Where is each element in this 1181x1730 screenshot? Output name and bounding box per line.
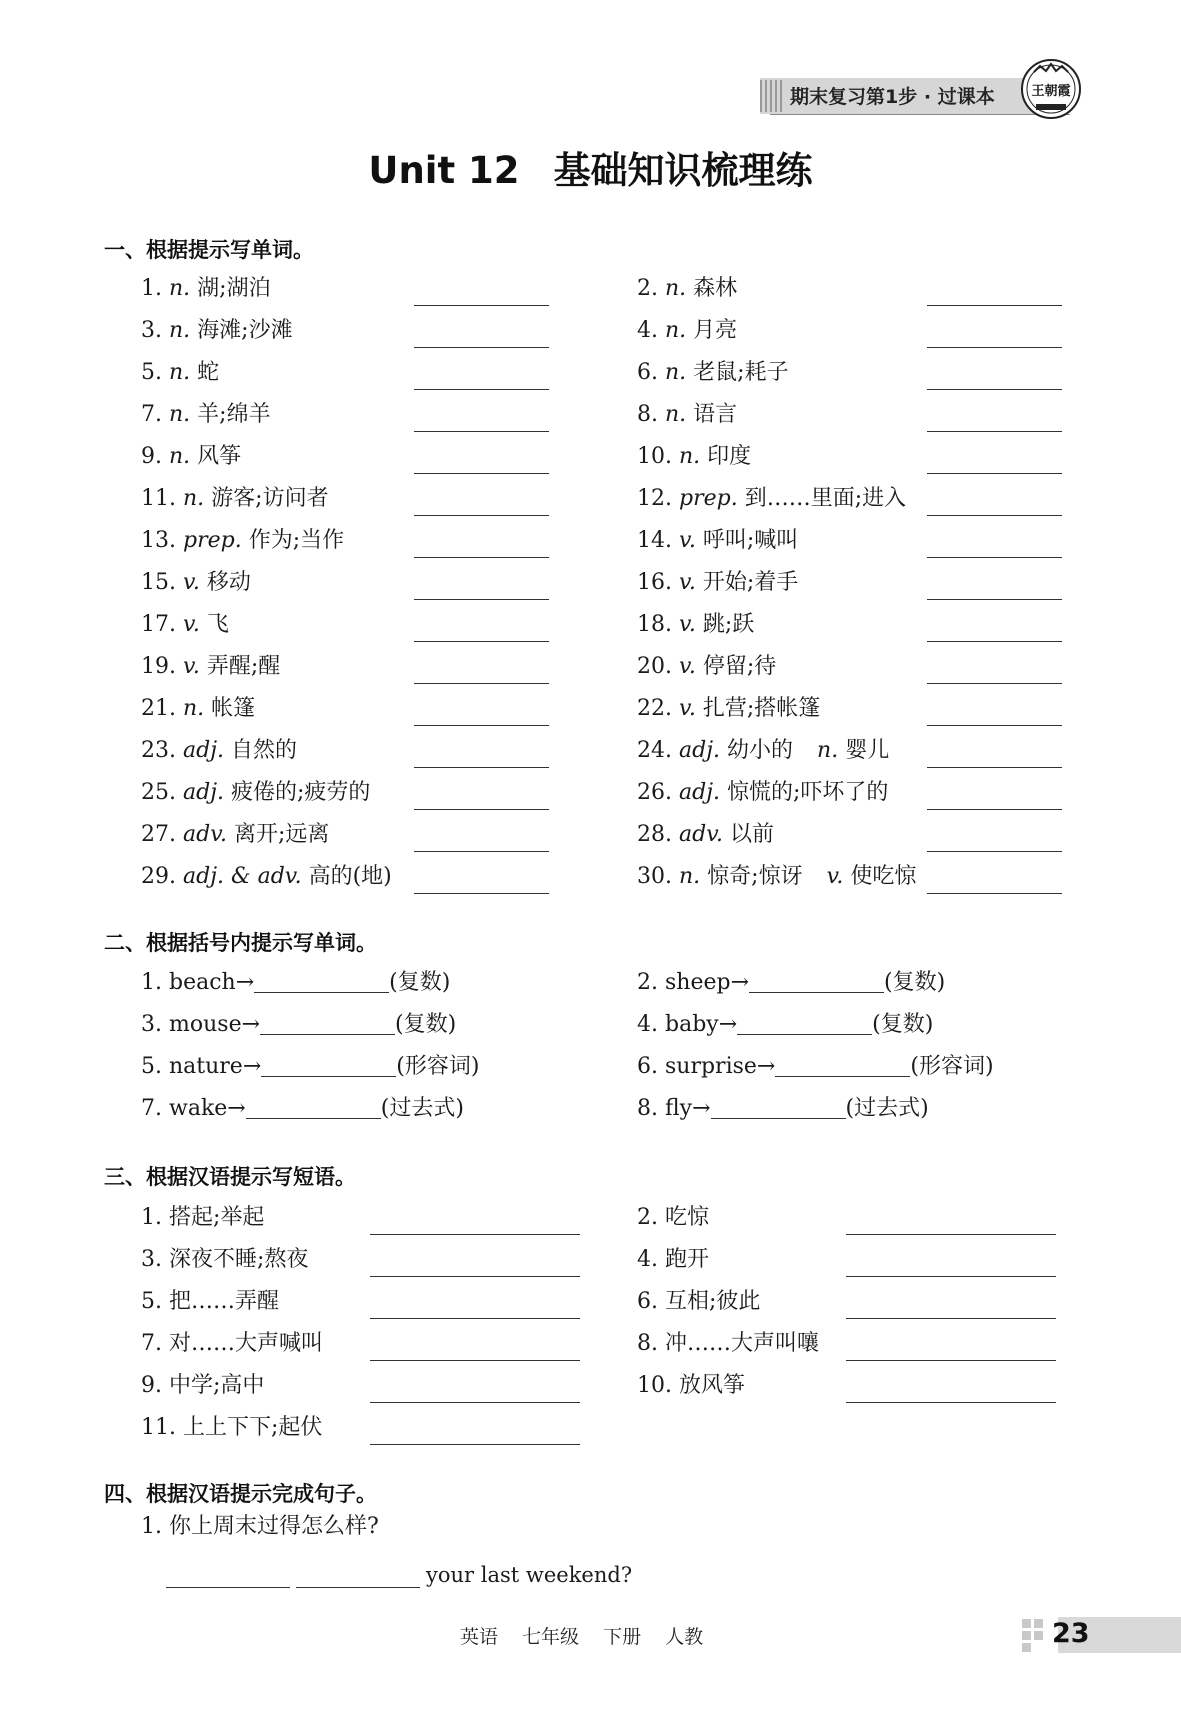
answer-blank[interactable] [414, 809, 549, 810]
item-part-of-speech: n. [665, 276, 687, 301]
section2-item [637, 1052, 994, 1082]
item-part-of-speech: adj. [679, 738, 721, 763]
item-chinese: 跑开 [665, 1247, 710, 1272]
item-chinese: 森林 [693, 276, 738, 301]
item-number: 28. [637, 822, 672, 847]
item-part-of-speech: adj. [679, 780, 721, 805]
item-chinese: 中学;高中 [169, 1373, 265, 1398]
item-number: 22. [637, 696, 672, 721]
item-part-of-speech: n. [169, 318, 191, 343]
item-chinese: 上上下下;起伏 [183, 1415, 323, 1440]
item-number: 10. [637, 1373, 672, 1398]
section1-item [637, 736, 889, 766]
item-chinese-2: 婴儿 [845, 738, 890, 763]
item-part-of-speech: adj. [183, 738, 225, 763]
item-hint: (复数) [884, 970, 946, 995]
item-hint: (过去式) [845, 1096, 929, 1121]
item-part-of-speech: adv. [679, 822, 724, 847]
item-chinese: 扎营;搭帐篷 [702, 696, 821, 721]
item-number: 10. [637, 444, 672, 469]
section1-item [637, 400, 737, 430]
section2-item [141, 1094, 464, 1124]
section1-item [637, 862, 916, 892]
item-part-of-speech: n. [183, 696, 205, 721]
section2-item [637, 1094, 929, 1124]
item-part-of-speech: v. [679, 696, 696, 721]
section1-item [141, 610, 229, 640]
answer-blank[interactable] [927, 515, 1062, 516]
section1-item [637, 652, 776, 682]
item-number: 11. [141, 486, 176, 511]
section2-item [637, 1010, 933, 1040]
item-number: 1. [141, 276, 162, 301]
item-part-of-speech: n. [169, 360, 191, 385]
item-word: nature→ [169, 1054, 262, 1079]
answer-blank[interactable] [927, 599, 1062, 600]
section1-item [141, 820, 329, 850]
item-number: 6. [637, 1054, 658, 1079]
item-chinese: 飞 [206, 612, 229, 637]
answer-blank[interactable] [414, 851, 549, 852]
item-word: baby→ [665, 1012, 738, 1037]
item-number: 8. [637, 1096, 658, 1121]
item-chinese: 幼小的 [727, 738, 794, 763]
answer-blank[interactable] [370, 1318, 580, 1319]
item-hint: (复数) [389, 970, 451, 995]
item-part-of-speech: adj. & adv. [183, 864, 302, 889]
section1-item [637, 484, 906, 514]
item-number: 19. [141, 654, 176, 679]
item-number: 16. [637, 570, 672, 595]
answer-blank[interactable] [370, 1360, 580, 1361]
section4-heading: 四、根据汉语提示完成句子。 [104, 1482, 377, 1506]
section1-item [141, 442, 241, 472]
item-number: 30. [637, 864, 672, 889]
item-chinese: 把……弄醒 [169, 1289, 280, 1314]
answer-blank[interactable] [414, 893, 549, 894]
item-number: 1. [141, 970, 162, 995]
item-number: 5. [141, 1054, 162, 1079]
item-number: 13. [141, 528, 176, 553]
item-chinese: 疲倦的;疲劳的 [231, 780, 371, 805]
item-chinese: 老鼠;耗子 [693, 360, 789, 385]
answer-blank[interactable] [414, 305, 549, 306]
item-number: 11. [141, 1415, 176, 1440]
item-chinese: 帐篷 [211, 696, 256, 721]
section1-item [637, 820, 774, 850]
item-number: 3. [141, 1012, 162, 1037]
answer-blank[interactable] [414, 599, 549, 600]
item-number: 7. [141, 1096, 162, 1121]
item-hint: (形容词) [396, 1054, 480, 1079]
item-number: 14. [637, 528, 672, 553]
item-part-of-speech-2: n. [817, 738, 839, 763]
item-part-of-speech: v. [679, 654, 696, 679]
item-part-of-speech: adj. [183, 780, 225, 805]
item-number: 8. [637, 1331, 658, 1356]
item-chinese: 风筝 [197, 444, 242, 469]
item-chinese: 羊;绵羊 [197, 402, 271, 427]
section3-item [141, 1329, 323, 1359]
section3-heading: 三、根据汉语提示写短语。 [104, 1165, 356, 1189]
answer-blank[interactable] [846, 1318, 1056, 1319]
section1-item [141, 652, 280, 682]
header-stripes [760, 80, 782, 112]
item-chinese: 蛇 [197, 360, 220, 385]
item-number: 2. [637, 1205, 658, 1230]
section1-item [141, 274, 271, 304]
item-part-of-speech: n. [183, 486, 205, 511]
item-chinese: 到……里面;进入 [744, 486, 907, 511]
section1-item [141, 400, 271, 430]
answer-blank[interactable] [927, 809, 1062, 810]
item-number: 29. [141, 864, 176, 889]
item-chinese: 惊奇;惊讶 [707, 864, 803, 889]
item-part-of-speech: n. [665, 360, 687, 385]
item-part-of-speech: v. [183, 612, 200, 637]
section2-item [141, 1010, 456, 1040]
section1-item [141, 358, 219, 388]
section3-item [141, 1203, 264, 1233]
section3-item [141, 1371, 264, 1401]
item-chinese: 冲……大声叫嚷 [665, 1331, 820, 1356]
section4-item-1-blank-2[interactable] [296, 1587, 420, 1588]
item-word: wake→ [169, 1096, 246, 1121]
item-number: 2. [637, 276, 658, 301]
answer-blank[interactable] [846, 1402, 1056, 1403]
item-chinese: 印度 [707, 444, 752, 469]
section3-item [637, 1371, 745, 1401]
section2-item [141, 1052, 479, 1082]
answer-blank[interactable] [927, 767, 1062, 768]
answer-blank[interactable] [927, 893, 1062, 894]
section3-item [141, 1413, 322, 1443]
item-word: surprise→ [665, 1054, 776, 1079]
item-hint: (形容词) [910, 1054, 994, 1079]
item-part-of-speech: adv. [183, 822, 228, 847]
item-number: 15. [141, 570, 176, 595]
answer-blank[interactable] [370, 1234, 580, 1235]
item-part-of-speech: v. [183, 654, 200, 679]
item-part-of-speech: v. [679, 570, 696, 595]
title-topic: 基础知识梳理练 [553, 149, 813, 192]
item-part-of-speech: prep. [183, 528, 242, 553]
answer-blank[interactable] [711, 1096, 846, 1119]
page-title [0, 140, 1181, 194]
item-chinese: 开始;着手 [702, 570, 799, 595]
item-chinese: 月亮 [693, 318, 738, 343]
item-chinese: 海滩;沙滩 [197, 318, 293, 343]
item-number: 4. [637, 1247, 658, 1272]
item-chinese: 互相;彼此 [665, 1289, 761, 1314]
item-chinese: 语言 [693, 402, 738, 427]
section3-item [637, 1287, 760, 1317]
answer-blank[interactable] [927, 557, 1062, 558]
item-number: 23. [141, 738, 176, 763]
item-number: 1. [141, 1205, 162, 1230]
item-chinese: 弄醒;醒 [206, 654, 281, 679]
answer-blank[interactable] [414, 557, 549, 558]
answer-blank[interactable] [846, 1276, 1056, 1277]
answer-blank[interactable] [370, 1402, 580, 1403]
item-chinese: 呼叫;喊叫 [702, 528, 799, 553]
item-part-of-speech: n. [665, 402, 687, 427]
item-chinese: 你上周末过得怎么样? [169, 1514, 379, 1539]
answer-blank[interactable] [370, 1276, 580, 1277]
answer-blank[interactable] [414, 473, 549, 474]
answer-blank[interactable] [414, 767, 549, 768]
answer-blank[interactable] [414, 683, 549, 684]
item-number: 6. [637, 360, 658, 385]
section1-item [141, 484, 329, 514]
item-hint: (复数) [872, 1012, 934, 1037]
section2-heading: 二、根据括号内提示写单词。 [104, 931, 377, 955]
item-number: 9. [141, 444, 162, 469]
answer-blank[interactable] [927, 641, 1062, 642]
item-number: 5. [141, 1289, 162, 1314]
item-number: 18. [637, 612, 672, 637]
item-word: beach→ [169, 970, 255, 995]
item-part-of-speech: v. [183, 570, 200, 595]
answer-blank[interactable] [927, 851, 1062, 852]
answer-blank[interactable] [775, 1054, 910, 1077]
section2-item [637, 968, 945, 998]
section1-item [141, 862, 392, 892]
item-chinese: 离开;远离 [234, 822, 330, 847]
answer-blank[interactable] [846, 1234, 1056, 1235]
answer-blank[interactable] [846, 1360, 1056, 1361]
answer-blank[interactable] [927, 725, 1062, 726]
answer-blank[interactable] [927, 431, 1062, 432]
answer-blank[interactable] [414, 347, 549, 348]
item-word: sheep→ [665, 970, 750, 995]
section1-item [141, 694, 255, 724]
section4-item-1-english: your last weekend? [426, 1563, 633, 1587]
item-number: 17. [141, 612, 176, 637]
header-step-number: 1 [885, 86, 899, 108]
item-chinese: 停留;待 [702, 654, 777, 679]
answer-blank[interactable] [414, 725, 549, 726]
section1-item [637, 442, 751, 472]
item-part-of-speech: n. [169, 276, 191, 301]
header-series-label [790, 82, 995, 109]
item-number: 7. [141, 402, 162, 427]
item-number: 2. [637, 970, 658, 995]
section1-item [637, 316, 737, 346]
logo-text: 王朝霞 [1031, 84, 1071, 99]
item-number: 24. [637, 738, 672, 763]
section1-heading: 一、根据提示写单词。 [104, 238, 314, 262]
item-part-of-speech: n. [679, 444, 701, 469]
item-part-of-speech: n. [169, 444, 191, 469]
item-number: 21. [141, 696, 176, 721]
item-chinese: 湖;湖泊 [197, 276, 271, 301]
section3-item [141, 1287, 279, 1317]
item-chinese: 以前 [730, 822, 775, 847]
answer-blank[interactable] [927, 305, 1062, 306]
answer-blank[interactable] [927, 473, 1062, 474]
answer-blank[interactable] [260, 1012, 395, 1035]
answer-blank[interactable] [414, 389, 549, 390]
header-series-text: 期末复习第 [790, 86, 886, 108]
item-number: 3. [141, 318, 162, 343]
section3-item [141, 1245, 308, 1275]
answer-blank[interactable] [246, 1096, 381, 1119]
item-part-of-speech: v. [679, 528, 696, 553]
item-hint: (过去式) [380, 1096, 464, 1121]
item-number: 26. [637, 780, 672, 805]
item-number: 9. [141, 1373, 162, 1398]
item-part-of-speech: v. [679, 612, 696, 637]
answer-blank[interactable] [749, 970, 884, 993]
item-chinese: 自然的 [231, 738, 298, 763]
item-number: 3. [141, 1247, 162, 1272]
item-number: 4. [637, 1012, 658, 1037]
item-part-of-speech: prep. [679, 486, 738, 511]
item-part-of-speech: n. [679, 864, 701, 889]
section1-item [637, 610, 754, 640]
section1-item [637, 274, 737, 304]
item-chinese: 跳;跃 [702, 612, 755, 637]
header-step-rest: 步 · 过课本 [898, 86, 995, 108]
section3-item [637, 1245, 709, 1275]
item-chinese: 吃惊 [665, 1205, 710, 1230]
item-chinese: 移动 [206, 570, 251, 595]
answer-blank[interactable] [927, 683, 1062, 684]
item-chinese: 惊慌的;吓坏了的 [727, 780, 889, 805]
item-hint: (复数) [395, 1012, 457, 1037]
section3-item [637, 1329, 819, 1359]
item-word: mouse→ [169, 1012, 261, 1037]
item-chinese: 对……大声喊叫 [169, 1331, 324, 1356]
section1-item [637, 568, 798, 598]
page-number-decoration [1020, 1617, 1056, 1653]
section4-item-1-prompt [141, 1512, 379, 1542]
answer-blank[interactable] [927, 347, 1062, 348]
item-chinese-2: 使吃惊 [850, 864, 917, 889]
answer-blank[interactable] [261, 1054, 396, 1077]
answer-blank[interactable] [414, 431, 549, 432]
answer-blank[interactable] [254, 970, 389, 993]
item-number: 4. [637, 318, 658, 343]
section1-item [141, 568, 251, 598]
section1-item [141, 778, 370, 808]
item-word: fly→ [665, 1096, 711, 1121]
item-number: 20. [637, 654, 672, 679]
item-number: 27. [141, 822, 176, 847]
item-part-of-speech: n. [169, 402, 191, 427]
section1-item [637, 526, 798, 556]
section1-item [141, 736, 297, 766]
item-part-of-speech: n. [665, 318, 687, 343]
page-number: 23 [1052, 1618, 1090, 1649]
item-number: 5. [141, 360, 162, 385]
section1-item [141, 316, 293, 346]
answer-blank[interactable] [370, 1444, 580, 1445]
section3-item [637, 1203, 709, 1233]
section1-item [637, 694, 820, 724]
item-chinese: 游客;访问者 [211, 486, 329, 511]
item-number: 12. [637, 486, 672, 511]
section1-item [141, 526, 344, 556]
item-chinese: 作为;当作 [248, 528, 345, 553]
section1-item [637, 778, 888, 808]
answer-blank[interactable] [737, 1012, 872, 1035]
item-number: 6. [637, 1289, 658, 1314]
footer-book-info: 英语 七年级 下册 人教 [460, 1626, 704, 1648]
item-chinese: 高的(地) [308, 864, 392, 889]
answer-blank[interactable] [927, 389, 1062, 390]
item-part-of-speech-2: v. [826, 864, 844, 889]
item-number: 7. [141, 1331, 162, 1356]
section1-item [637, 358, 789, 388]
publisher-seal-logo [1020, 58, 1082, 120]
item-chinese: 深夜不睡;熬夜 [169, 1247, 309, 1272]
item-number: 1. [141, 1514, 162, 1539]
item-number: 25. [141, 780, 176, 805]
item-chinese: 放风筝 [679, 1373, 746, 1398]
item-chinese: 搭起;举起 [169, 1205, 265, 1230]
section2-item [141, 968, 450, 998]
section4-item-1-blank-1[interactable] [166, 1587, 290, 1588]
answer-blank[interactable] [414, 641, 549, 642]
answer-blank[interactable] [414, 515, 549, 516]
item-number: 8. [637, 402, 658, 427]
title-unit: Unit 12 [368, 149, 520, 192]
